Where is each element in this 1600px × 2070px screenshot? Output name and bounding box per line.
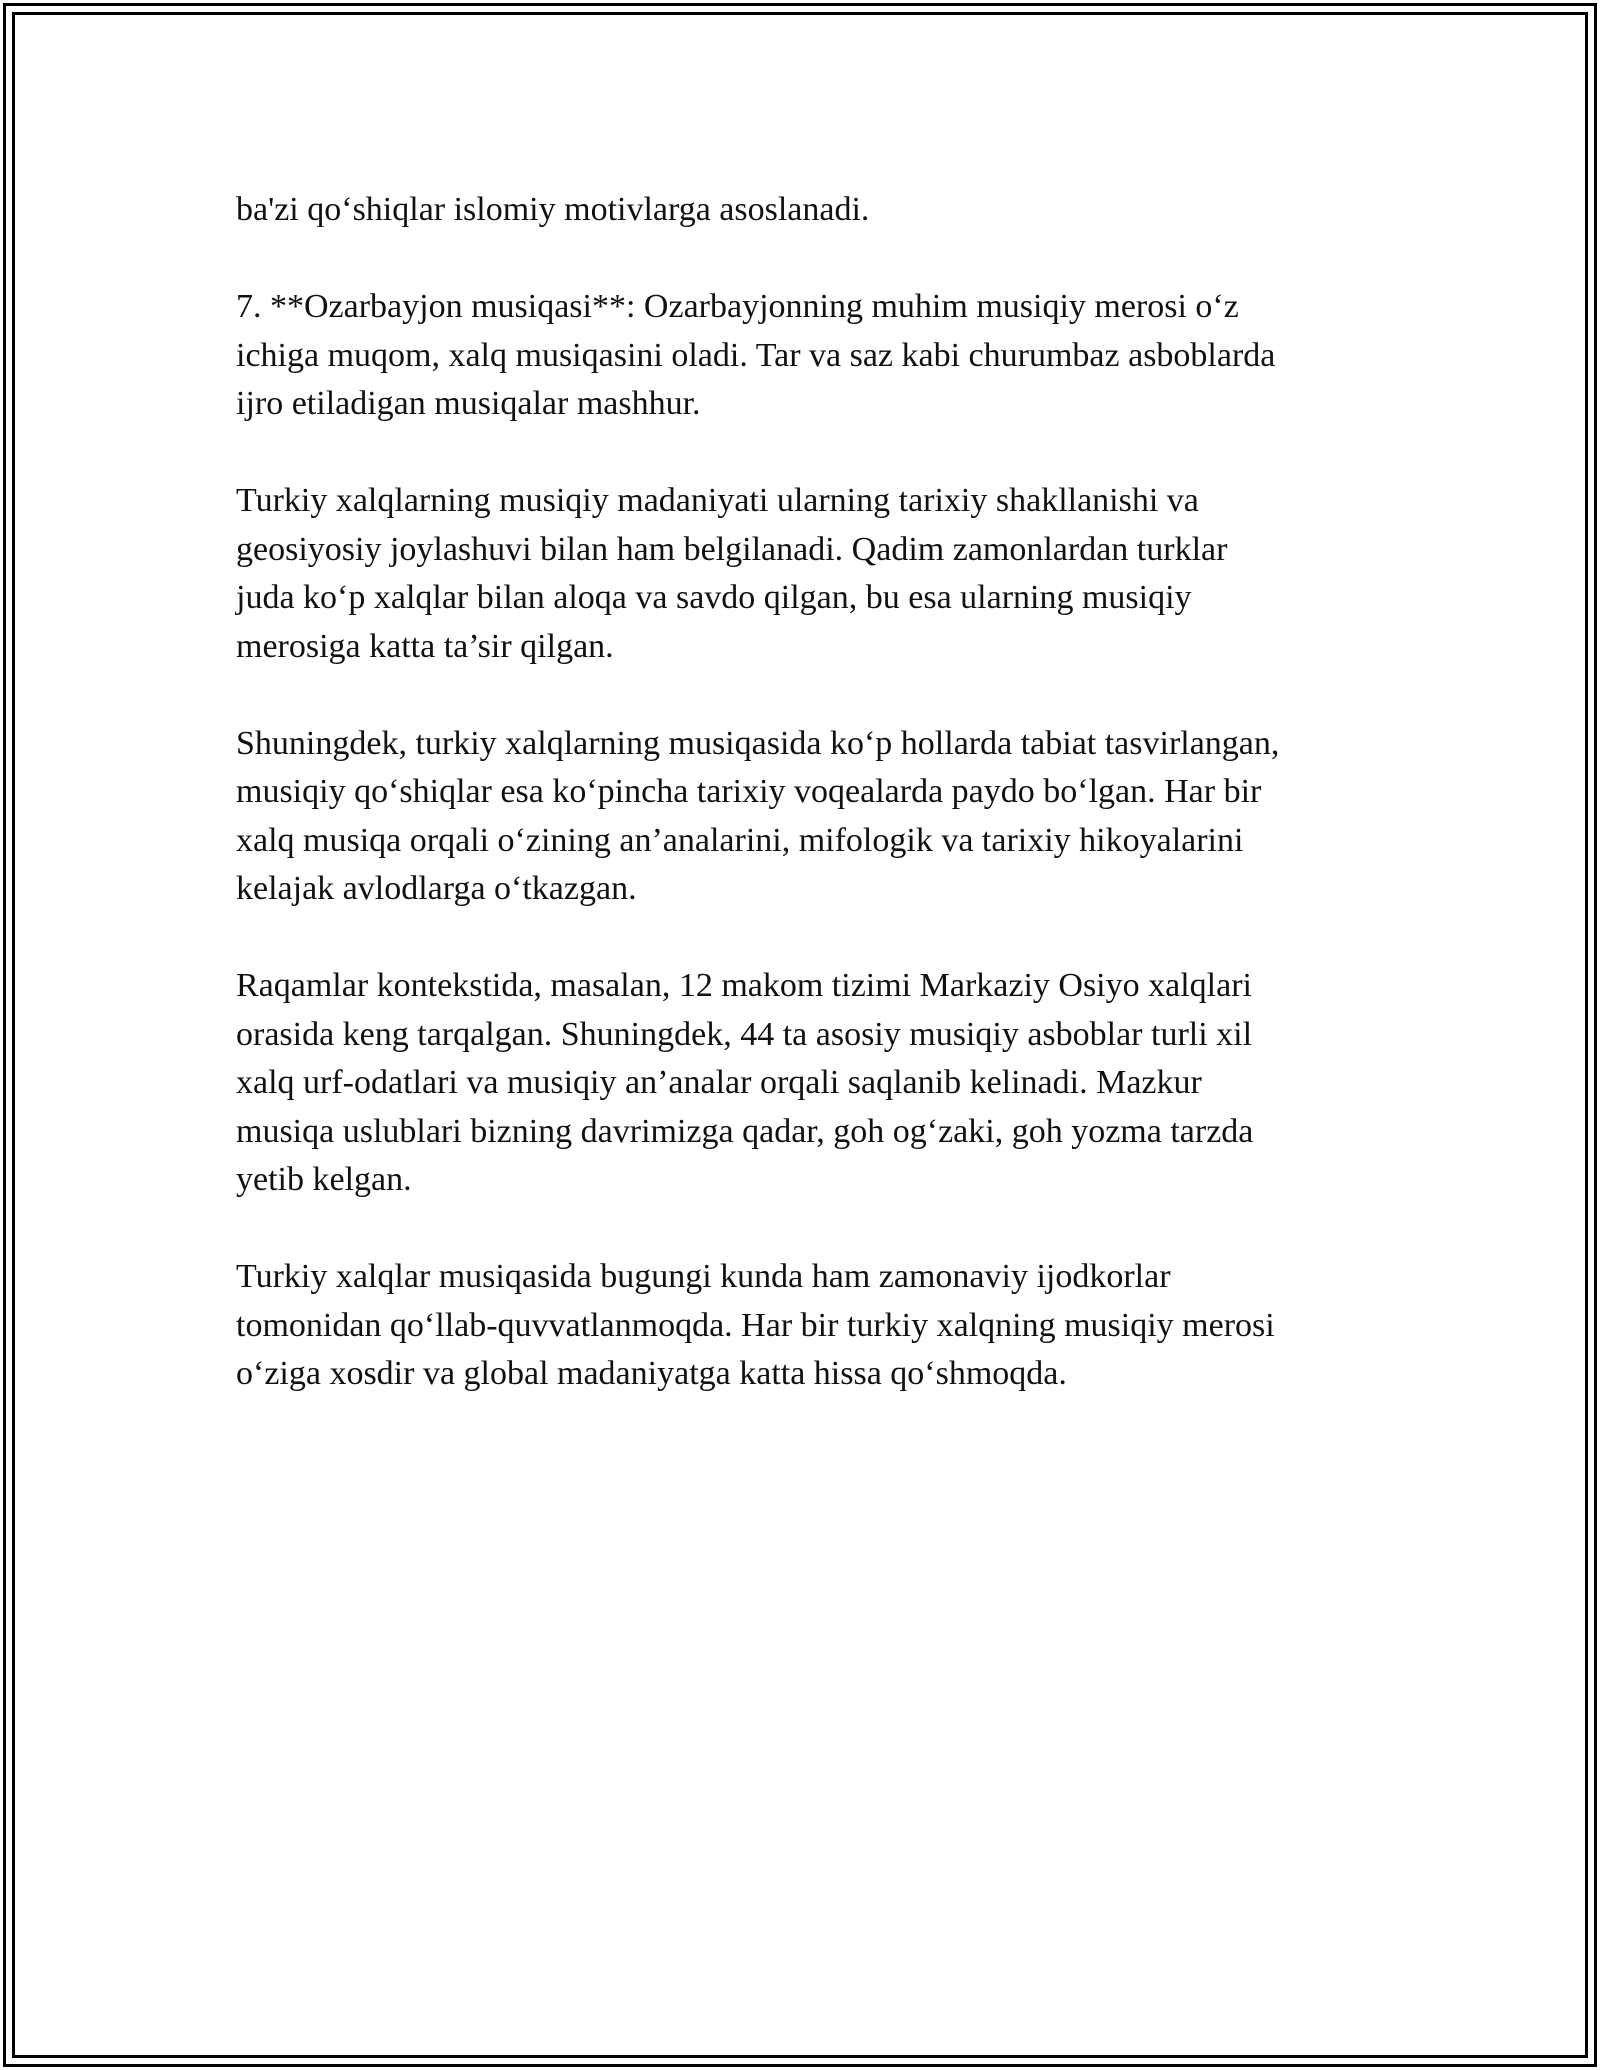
- text-line: Raqamlar kontekstida, masalan, 12 makom tizimi Markaziy Osiyo xalqlari: [236, 967, 1252, 1004]
- text-line: xalq urf-odatlari va musiqiy an’analar orqali saqlanib kelinadi. Mazkur: [236, 1064, 1202, 1101]
- text-line: o‘ziga xosdir va global madaniyatga katta hissa qo‘shmoqda.: [236, 1355, 1067, 1392]
- text-line: kelajak avlodlarga o‘tkazgan.: [236, 870, 637, 907]
- text-line: tomonidan qo‘llab-quvvatlanmoqda. Har bir turkiy xalqning musiqiy merosi: [236, 1306, 1275, 1344]
- text-line: yetib kelgan.: [236, 1161, 412, 1198]
- text-line: musiqa uslublari bizning davrimizga qadar, goh og‘zaki, goh yozma tarzda: [236, 1112, 1254, 1150]
- paragraph-2: [236, 283, 1376, 429]
- text-line: orasida keng tarqalgan. Shuningdek, 44 ta asosiy musiqiy asboblar turli xil: [236, 1015, 1253, 1053]
- text-line: musiqiy qo‘shiqlar esa ko‘pincha tarixiy voqealarda paydo bo‘lgan. Har bir: [236, 773, 1262, 810]
- paragraph-3: [236, 477, 1376, 671]
- paragraph-5: [236, 962, 1376, 1205]
- paragraph-1: [236, 186, 1376, 235]
- paragraph-4: [236, 720, 1376, 914]
- text-line: Shuningdek, turkiy xalqlarning musiqasida ko‘p hollarda tabiat tasvirlangan,: [236, 724, 1280, 762]
- text-line: merosiga katta ta’sir qilgan.: [236, 627, 614, 665]
- text-line: 7. **Ozarbayjon musiqasi**: Ozarbayjonning muhim musiqiy merosi o‘z: [236, 288, 1239, 325]
- paragraph-6: [236, 1253, 1376, 1399]
- text-line: Turkiy xalqlar musiqasida bugungi kunda ham zamonaviy ijodkorlar: [236, 1258, 1171, 1295]
- document-body: [236, 186, 1376, 1447]
- text-line: geosiyosiy joylashuvi bilan ham belgilanadi. Qadim zamonlardan turklar: [236, 530, 1228, 568]
- text-line: Turkiy xalqlarning musiqiy madaniyati ularning tarixiy shakllanishi va: [236, 482, 1199, 519]
- text-line: juda ko‘p xalqlar bilan aloqa va savdo qilgan, bu esa ularning musiqiy: [236, 579, 1192, 616]
- text-line: ba'zi qo‘shiqlar islomiy motivlarga asoslanadi.: [236, 191, 870, 228]
- text-line: xalq musiqa orqali o‘zining an’analarini, mifologik va tarixiy hikoyalarini: [236, 821, 1244, 859]
- text-line: ijro etiladigan musiqalar mashhur.: [236, 385, 701, 422]
- text-line: ichiga muqom, xalq musiqasini oladi. Tar va saz kabi churumbaz asboblarda: [236, 336, 1276, 374]
